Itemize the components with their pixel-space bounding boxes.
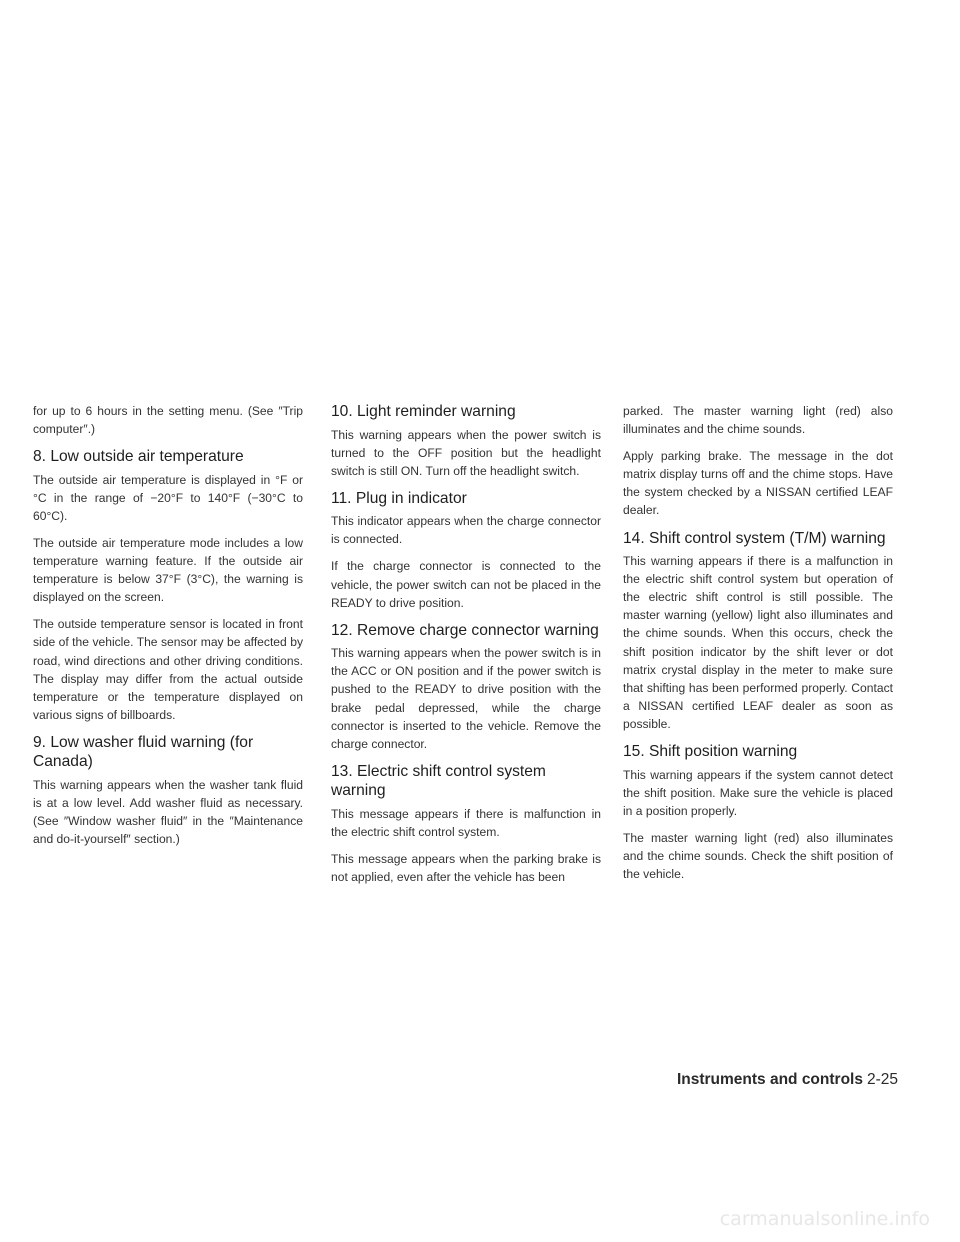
page-footer <box>600 1070 898 1090</box>
paragraph-shift-malfunction: This message appears if there is malfunction in the electric shift control system. <box>331 806 601 839</box>
heading-shift-control-system-warning: 14. Shift control system (T/M) warning <box>623 529 886 547</box>
column-left <box>33 402 303 857</box>
heading-low-outside-air-temperature: 8. Low outside air temperature <box>33 448 244 466</box>
paragraph-light-reminder: This warning appears when the power switch is turned to the OFF position but the headlight switch is still ON. Turn off the headlight switch. <box>331 427 601 478</box>
paragraph-apply-parking-brake: Apply parking brake. The message in the dot matrix display turns off and the chime stops. Have the system checked by a NISSAN certified LEAF dealer. <box>623 449 893 518</box>
paragraph-temperature-range: The outside air temperature is displayed in °F or °C in the range of −20°F to 140°F (−30°C to 60°C). <box>33 472 303 523</box>
paragraph-remove-charge-connector: This warning appears when the power switch is in the ACC or ON position and if the power switch is pushed to the READY to drive position with the brake pedal depressed, while the charge connector is inserted to the vehicle. Remove the charge connector. <box>331 646 601 751</box>
paragraph-washer-fluid: This warning appears when the washer tank fluid is at a low level. Add washer fluid as necessary. (See ″Window washer fluid″ in the ″Maintenance and do-it-yourself″ section.) <box>33 777 303 847</box>
paragraph-parking-brake-not-applied: This message appears when the parking brake is not applied, even after the vehicle has been <box>331 852 601 885</box>
paragraph-trip-computer-continued: for up to 6 hours in the setting menu. (See ″Trip computer″.) <box>33 404 303 437</box>
column-middle <box>331 402 601 895</box>
column-right <box>623 402 893 892</box>
paragraph-charge-connector-ready: If the charge connector is connected to the vehicle, the power switch can not be placed in the READY to drive position. <box>331 559 601 610</box>
heading-plug-in-indicator: 11. Plug in indicator <box>331 489 467 507</box>
heading-shift-position-warning: 15. Shift position warning <box>623 743 798 760</box>
heading-electric-shift-control-warning: 13. Electric shift control system warning <box>331 762 546 800</box>
paragraph-plug-in-indicator: This indicator appears when the charge connector is connected. <box>331 514 601 547</box>
paragraph-temperature-sensor: The outside temperature sensor is located in front side of the vehicle. The sensor may be affected by road, wind directions and other driving conditions. The display may differ from the actual outside temperature or the temperature displayed on various signs of billboards. <box>33 617 303 722</box>
paragraph-shift-position-check: The master warning light (red) also illuminates and the chime sounds. Check the shift position of the vehicle. <box>623 830 893 881</box>
site-watermark: carmanualsonline.info <box>719 1208 930 1230</box>
heading-remove-charge-connector-warning: 12. Remove charge connector warning <box>331 621 599 639</box>
page-number: 2-25 <box>866 1071 898 1088</box>
heading-light-reminder-warning: 10. Light reminder warning <box>331 403 516 420</box>
paragraph-parked-master-warning: parked. The master warning light (red) also illuminates and the chime sounds. <box>623 404 893 437</box>
footer-section-title: Instruments and controls <box>676 1071 863 1088</box>
heading-low-washer-fluid-warning: 9. Low washer fluid warning (for Canada) <box>33 733 254 771</box>
paragraph-shift-control-malfunction: This warning appears if there is a malfunction in the electric shift control system but operation of the electric shift control is still possible. The master warning (yellow) light also illuminates and the chime sounds. When this occurs, check the shift position indicator by the shift lever or dot matrix crystal display in the meter to make sure that shifting has been performed properly. Contact a NISSAN certified LEAF dealer as soon as possible. <box>623 554 893 731</box>
paragraph-shift-position-detect: This warning appears if the system cannot detect the shift position. Make sure the vehicle is placed in a position properly. <box>623 767 893 818</box>
paragraph-low-temperature-warning: The outside air temperature mode includes a low temperature warning feature. If the outside air temperature is below 37°F (3°C), the warning is displayed on the screen. <box>33 535 303 605</box>
